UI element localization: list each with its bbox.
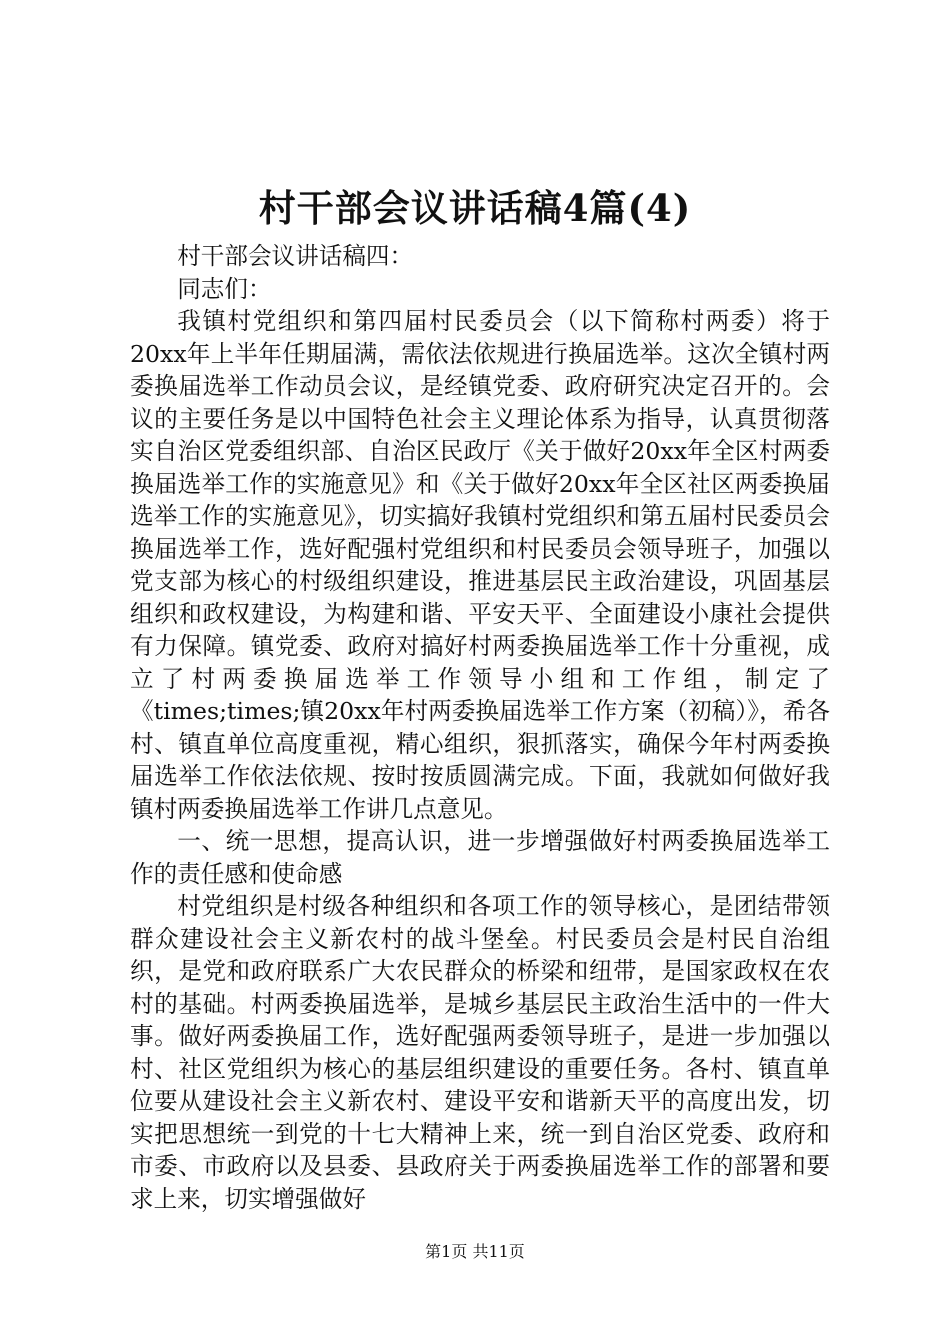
salutation-heading: 村干部会议讲话稿四： [177,242,414,270]
body-paragraph: 我镇村党组织和第四届村民委员会（以下简称村两委）将于20xx年上半年任期届满，需依法依规进行换届选举。这次全镇村两委换届选举工作动员会议，是经镇党委、政府研究决定召开的。会议的主要任务是以中国特色社会主义理论体系为指导，认真贯彻落实自治区党委组织部、自治区民政厅《关于做好20xx年全区村两委换届选举工作的实施意见》和《关于做好20xx年全区社区两委换届选举工作的实施意见》，切实搞好我镇村党组织和第五届村民委员会换届选举工作，选好配强村党组织和村民委员会领导班子，加强以党支部为核心的村级组织建设，推进基层民主政治建设，巩固基层组织和政权建设，为构建和谐、平安天平、全面建设小康社会提供有力保障。镇党委、政府对搞好村两委换届选举工作十分重视，成立了村两委换届选举工作领导小组和工作组，制定了《times;times;镇20xx年村两委换届选举工作方案（初稿）》，希各村、镇直单位高度重视，精心组织，狠抓落实，确保今年村两委换届选举工作依法依规、按时按质圆满完成。下面，我就如何做好我镇村两委换届选举工作讲几点意见。 [130,307,830,823]
document-body [130,240,830,1215]
section-heading: 一、统一思想，提高认识，进一步增强做好村两委换届选举工作的责任感和使命感 [130,827,830,888]
salutation: 同志们： [177,274,272,303]
page-title: 村干部会议讲话稿4篇(4) [258,186,692,230]
page-footer: 第1页 共11页 [425,1242,525,1261]
body-paragraph: 村党组织是村级各种组织和各项工作的领导核心，是团结带领群众建设社会主义新农村的战斗堡垒。村民委员会是村民自治组织，是党和政府联系广大农民群众的桥梁和纽带，是国家政权在农村的基础。村两委换届选举，是城乡基层民主政治生活中的一件大事。做好两委换届工作，选好配强两委领导班子，是进一步加强以村、社区党组织为核心的基层组织建设的重要任务。各村、镇直单位要从建设社会主义新农村、建设平安和谐新天平的高度出发，切实把思想统一到党的十七大精神上来，统一到自治区党委、政府和市委、市政府以及县委、县政府关于两委换届选举工作的部署和要求上来，切实增强做好 [130,892,830,1213]
